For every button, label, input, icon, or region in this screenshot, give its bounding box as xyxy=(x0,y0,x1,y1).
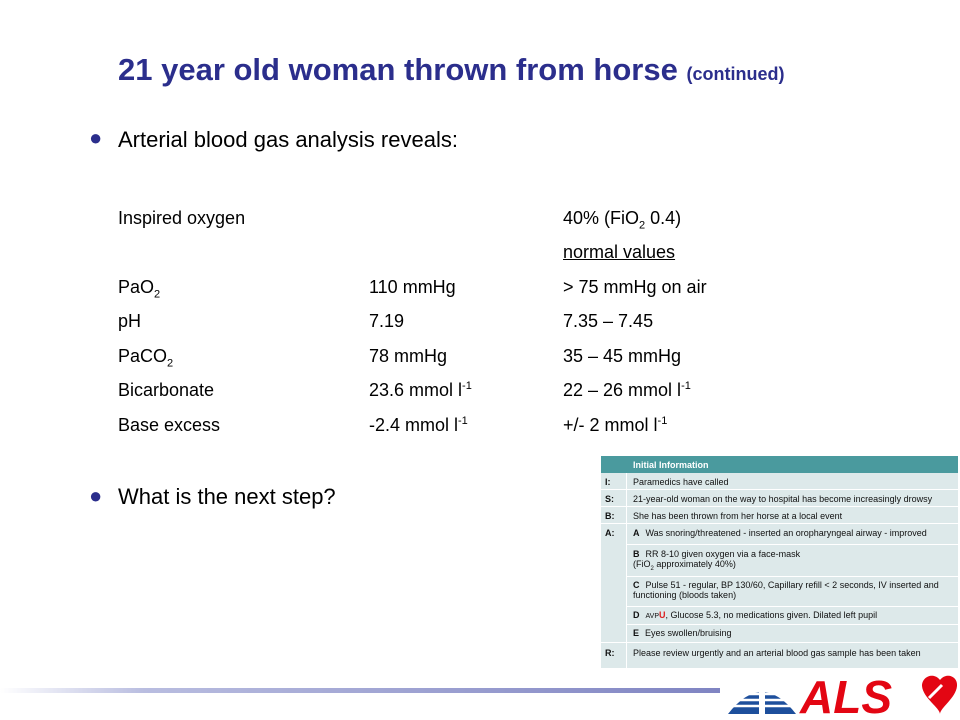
abg-parameter-name: pH xyxy=(118,311,142,331)
card-header: Initial Information xyxy=(601,456,958,473)
bullet-dot-icon: ● xyxy=(89,125,103,150)
abcde-b: B RR 8-10 given oxygen via a face-mask (FiO$_2$ approximately 40%) xyxy=(633,549,801,573)
abcde-c: C Pulse 51 - regular, BP 130/60, Capillary refill < 2 seconds, IV inserted and functioning (bloods taken) xyxy=(633,580,939,601)
bullet-dot-icon: ● xyxy=(89,483,103,508)
abg-normal-range: 22 – 26 mmol $l^{-1}$ xyxy=(563,380,691,400)
abcde-e: E Eyes swollen/bruising xyxy=(633,628,732,638)
page-title xyxy=(118,52,784,88)
abg-parameter-name: Base excess xyxy=(118,415,221,435)
footer-rule xyxy=(0,688,720,693)
abg-measured-value: 78 mmHg xyxy=(369,346,448,366)
bullet-abg: Arterial blood gas analysis reveals: xyxy=(118,127,458,152)
inspired-oxygen-label: Inspired oxygen xyxy=(118,208,246,228)
abg-measured-value: 110 mmHg xyxy=(369,277,456,297)
card-row-s: S: 21-year-old woman on the way to hospital has become increasingly drowsy xyxy=(605,494,933,504)
card-row-i: I: Paramedics have called xyxy=(605,477,729,487)
card-row-r: R: Please review urgently and an arterial blood gas sample has been taken xyxy=(605,648,921,658)
abg-normal-range: 7.35 – 7.45 xyxy=(563,311,654,331)
logo-heart-icon xyxy=(922,676,957,714)
abg-parameter-name: PaCO$_2$ xyxy=(118,346,174,370)
bullet-next-step: What is the next step? xyxy=(118,484,336,509)
inspired-oxygen-value: 40% (FiO$_2$ 0.4) xyxy=(563,208,682,232)
abg-measured-value: 7.19 xyxy=(369,311,405,331)
title-continued: (continued) xyxy=(686,64,785,84)
card-row-b: B: She has been thrown from her horse at a local event xyxy=(605,511,843,521)
abg-normal-range: +/- 2 mmol $l^{-1}$ xyxy=(563,415,668,435)
abg-normal-range: > 75 mmHg on air xyxy=(563,277,707,297)
logo-emblem-icon xyxy=(728,676,796,714)
abcde-a: A Was snoring/threatened - inserted an oropharyngeal airway - improved xyxy=(633,528,927,538)
logo-text: ALS xyxy=(800,671,892,718)
initial-information-card xyxy=(601,456,958,668)
abg-measured-value: 23.6 mmol $l^{-1}$ xyxy=(369,380,472,400)
normal-values-header: normal values xyxy=(563,242,676,262)
abg-parameter-name: Bicarbonate xyxy=(118,380,215,400)
abg-normal-range: 35 – 45 mmHg xyxy=(563,346,682,366)
card-row-a: A: A Was snoring/threatened - inserted an oropharyngeal airway - improved B RR 8-10 given oxygen via a face-mask (FiO$_2$ approximately 40%) C Pulse 51 - regular, BP 130/60, Capillary refill < 2 seconds, IV inserted and functioning (bloods taken) D AVPU, Glucose 5.3, no medications given. Dilated left pupil E Eyes swollen/bruising xyxy=(601,524,958,642)
title-main: 21 year old woman thrown from horse xyxy=(118,52,678,87)
abg-measured-value: -2.4 mmol $l^{-1}$ xyxy=(369,415,468,435)
abcde-d: D AVPU, Glucose 5.3, no medications given. Dilated left pupil xyxy=(633,610,878,620)
als-logo xyxy=(726,668,958,718)
abg-parameter-name: PaO$_2$ xyxy=(118,277,161,301)
